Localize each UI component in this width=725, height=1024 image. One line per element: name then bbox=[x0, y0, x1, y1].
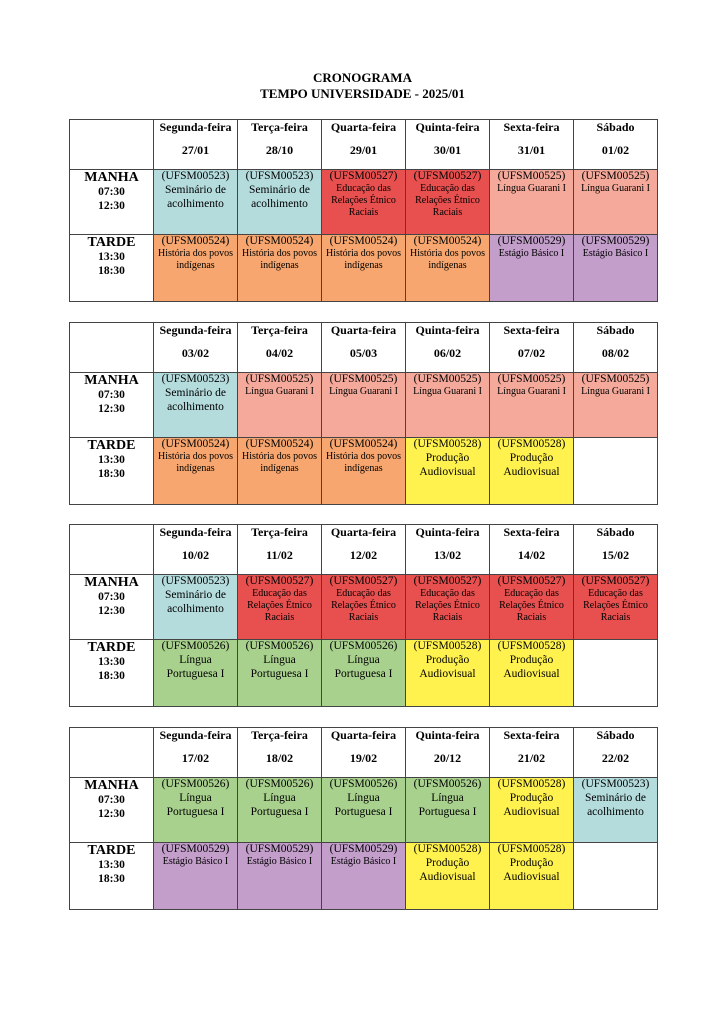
class-cell bbox=[574, 843, 658, 910]
class-cell bbox=[154, 235, 238, 302]
morning-row bbox=[70, 170, 658, 235]
period-cell bbox=[70, 575, 154, 640]
date-label: 21/02 bbox=[517, 751, 546, 765]
course-code: (UFSM00527) bbox=[245, 575, 314, 587]
class-cell bbox=[322, 438, 406, 505]
course-name: Língua Guarani I bbox=[329, 386, 398, 397]
course-name: Educação das Relações Étnico Raciais bbox=[415, 183, 480, 218]
course-name: História dos povos indígenas bbox=[410, 248, 485, 271]
course-name: Língua Guarani I bbox=[245, 386, 314, 397]
header-row bbox=[70, 728, 658, 778]
weekday-label: Sábado bbox=[596, 728, 635, 742]
course-name: Produção Audiovisual bbox=[419, 654, 476, 680]
corner-cell bbox=[70, 323, 154, 373]
day-header bbox=[406, 525, 490, 575]
header-row bbox=[70, 525, 658, 575]
course-name: Produção Audiovisual bbox=[503, 857, 560, 883]
date-label: 12/02 bbox=[349, 548, 378, 562]
day-header bbox=[154, 525, 238, 575]
day-header bbox=[574, 525, 658, 575]
course-name: Seminário de acolhimento bbox=[585, 792, 646, 818]
weekday-label: Quinta-feira bbox=[415, 120, 480, 134]
weekday-label: Terça-feira bbox=[251, 120, 308, 134]
morning-row bbox=[70, 575, 658, 640]
class-cell bbox=[406, 843, 490, 910]
date-label: 04/02 bbox=[265, 346, 294, 360]
class-cell bbox=[238, 640, 322, 707]
course-code: (UFSM00525) bbox=[329, 373, 398, 385]
course-name: Língua Portuguesa I bbox=[334, 654, 393, 680]
period-start: 07:30 bbox=[98, 186, 125, 198]
course-code: (UFSM00525) bbox=[413, 373, 482, 385]
period-cell bbox=[70, 778, 154, 843]
course-name: Língua Guarani I bbox=[413, 386, 482, 397]
course-name: Estágio Básico I bbox=[162, 856, 229, 867]
course-name: Educação das Relações Étnico Raciais bbox=[415, 588, 480, 623]
class-cell bbox=[406, 170, 490, 235]
course-name: Educação das Relações Étnico Raciais bbox=[499, 588, 564, 623]
weekday-label: Quinta-feira bbox=[415, 323, 480, 337]
class-cell bbox=[154, 640, 238, 707]
course-code: (UFSM00525) bbox=[497, 170, 566, 182]
course-code: (UFSM00526) bbox=[161, 640, 230, 652]
weekday-label: Quinta-feira bbox=[415, 525, 480, 539]
weekday-label: Quarta-feira bbox=[330, 323, 397, 337]
class-cell bbox=[322, 843, 406, 910]
course-code: (UFSM00524) bbox=[161, 235, 230, 247]
weekday-label: Segunda-feira bbox=[159, 323, 232, 337]
period-end: 18:30 bbox=[98, 670, 125, 682]
course-code: (UFSM00525) bbox=[497, 373, 566, 385]
class-cell bbox=[238, 170, 322, 235]
course-code: (UFSM00529) bbox=[497, 235, 566, 247]
course-name: Estágio Básico I bbox=[330, 856, 397, 867]
course-code: (UFSM00524) bbox=[329, 235, 398, 247]
date-label: 19/02 bbox=[349, 751, 378, 765]
course-name: Produção Audiovisual bbox=[503, 792, 560, 818]
period-end: 12:30 bbox=[98, 403, 125, 415]
day-header bbox=[238, 728, 322, 778]
period-name: TARDE bbox=[87, 438, 136, 453]
afternoon-row bbox=[70, 843, 658, 910]
course-code: (UFSM00527) bbox=[497, 575, 566, 587]
period-cell bbox=[70, 170, 154, 235]
date-label: 30/01 bbox=[433, 143, 462, 157]
class-cell bbox=[490, 778, 574, 843]
day-header bbox=[406, 120, 490, 170]
period-start: 07:30 bbox=[98, 591, 125, 603]
date-label: 14/02 bbox=[517, 548, 546, 562]
class-cell bbox=[406, 438, 490, 505]
course-code: (UFSM00526) bbox=[329, 640, 398, 652]
afternoon-row bbox=[70, 235, 658, 302]
class-cell bbox=[574, 438, 658, 505]
course-code: (UFSM00527) bbox=[581, 575, 650, 587]
class-cell bbox=[490, 575, 574, 640]
date-label: 20/12 bbox=[433, 751, 462, 765]
header-row bbox=[70, 120, 658, 170]
class-cell bbox=[406, 235, 490, 302]
period-end: 12:30 bbox=[98, 605, 125, 617]
course-code: (UFSM00525) bbox=[581, 373, 650, 385]
weekday-label: Terça-feira bbox=[251, 525, 308, 539]
weekday-label: Sexta-feira bbox=[503, 120, 560, 134]
course-code: (UFSM00529) bbox=[329, 843, 398, 855]
period-start: 13:30 bbox=[98, 454, 125, 466]
date-label: 17/02 bbox=[181, 751, 210, 765]
course-name: História dos povos indígenas bbox=[158, 451, 233, 474]
class-cell bbox=[490, 640, 574, 707]
period-cell bbox=[70, 640, 154, 707]
period-start: 07:30 bbox=[98, 794, 125, 806]
date-label: 31/01 bbox=[517, 143, 546, 157]
week-table bbox=[69, 524, 658, 707]
date-label: 01/02 bbox=[601, 143, 630, 157]
course-name: História dos povos indígenas bbox=[242, 248, 317, 271]
period-cell bbox=[70, 235, 154, 302]
course-name: Língua Guarani I bbox=[497, 386, 566, 397]
period-end: 18:30 bbox=[98, 873, 125, 885]
day-header bbox=[154, 323, 238, 373]
corner-cell bbox=[70, 728, 154, 778]
day-header bbox=[574, 323, 658, 373]
day-header bbox=[238, 525, 322, 575]
course-code: (UFSM00524) bbox=[245, 235, 314, 247]
day-header bbox=[322, 728, 406, 778]
weekday-label: Sexta-feira bbox=[503, 323, 560, 337]
course-code: (UFSM00523) bbox=[245, 170, 314, 182]
day-header bbox=[490, 120, 574, 170]
course-code: (UFSM00526) bbox=[161, 778, 230, 790]
period-start: 13:30 bbox=[98, 656, 125, 668]
day-header bbox=[490, 525, 574, 575]
course-name: História dos povos indígenas bbox=[326, 248, 401, 271]
afternoon-row bbox=[70, 438, 658, 505]
page-subtitle: TEMPO UNIVERSIDADE - 2025/01 bbox=[260, 86, 465, 101]
course-code: (UFSM00527) bbox=[329, 575, 398, 587]
period-name: MANHA bbox=[84, 778, 139, 793]
course-name: Seminário de acolhimento bbox=[249, 184, 310, 210]
date-label: 28/10 bbox=[265, 143, 294, 157]
course-name: Língua Portuguesa I bbox=[418, 792, 477, 818]
class-cell bbox=[322, 373, 406, 438]
date-label: 11/02 bbox=[266, 548, 293, 562]
weekday-label: Quarta-feira bbox=[330, 120, 397, 134]
class-cell bbox=[322, 235, 406, 302]
class-cell bbox=[238, 575, 322, 640]
week-table bbox=[69, 727, 658, 910]
class-cell bbox=[154, 575, 238, 640]
day-header bbox=[154, 728, 238, 778]
course-code: (UFSM00523) bbox=[581, 778, 650, 790]
course-code: (UFSM00525) bbox=[581, 170, 650, 182]
course-code: (UFSM00524) bbox=[245, 438, 314, 450]
corner-cell bbox=[70, 525, 154, 575]
class-cell bbox=[154, 373, 238, 438]
course-name: Língua Guarani I bbox=[497, 183, 566, 194]
period-end: 12:30 bbox=[98, 808, 125, 820]
course-name: Educação das Relações Étnico Raciais bbox=[331, 183, 396, 218]
course-code: (UFSM00526) bbox=[245, 778, 314, 790]
weekday-label: Terça-feira bbox=[251, 728, 308, 742]
course-name: Seminário de acolhimento bbox=[165, 589, 226, 615]
day-header bbox=[406, 323, 490, 373]
weekday-label: Sexta-feira bbox=[503, 728, 560, 742]
class-cell bbox=[154, 438, 238, 505]
class-cell bbox=[238, 843, 322, 910]
class-cell bbox=[238, 778, 322, 843]
course-code: (UFSM00524) bbox=[413, 235, 482, 247]
course-code: (UFSM00529) bbox=[245, 843, 314, 855]
course-code: (UFSM00527) bbox=[329, 170, 398, 182]
class-cell bbox=[238, 373, 322, 438]
class-cell bbox=[322, 170, 406, 235]
header-row bbox=[70, 323, 658, 373]
course-name: Estágio Básico I bbox=[498, 248, 565, 259]
course-code: (UFSM00528) bbox=[413, 640, 482, 652]
course-code: (UFSM00528) bbox=[413, 843, 482, 855]
class-cell bbox=[322, 640, 406, 707]
course-name: Língua Guarani I bbox=[581, 386, 650, 397]
course-name: Educação das Relações Étnico Raciais bbox=[247, 588, 312, 623]
class-cell bbox=[406, 373, 490, 438]
course-code: (UFSM00526) bbox=[329, 778, 398, 790]
date-label: 03/02 bbox=[181, 346, 210, 360]
class-cell bbox=[490, 373, 574, 438]
course-code: (UFSM00523) bbox=[161, 373, 230, 385]
course-code: (UFSM00528) bbox=[497, 438, 566, 450]
period-name: MANHA bbox=[84, 170, 139, 185]
weekday-label: Segunda-feira bbox=[159, 728, 232, 742]
day-header bbox=[574, 120, 658, 170]
period-cell bbox=[70, 438, 154, 505]
course-name: Seminário de acolhimento bbox=[165, 184, 226, 210]
course-name: História dos povos indígenas bbox=[326, 451, 401, 474]
class-cell bbox=[574, 235, 658, 302]
course-name: Educação das Relações Étnico Raciais bbox=[583, 588, 648, 623]
weekday-label: Sábado bbox=[596, 525, 635, 539]
weekday-label: Terça-feira bbox=[251, 323, 308, 337]
class-cell bbox=[406, 778, 490, 843]
course-name: Produção Audiovisual bbox=[419, 452, 476, 478]
period-start: 13:30 bbox=[98, 251, 125, 263]
course-code: (UFSM00525) bbox=[245, 373, 314, 385]
period-start: 13:30 bbox=[98, 859, 125, 871]
period-start: 07:30 bbox=[98, 389, 125, 401]
weekday-label: Quinta-feira bbox=[415, 728, 480, 742]
course-name: Língua Guarani I bbox=[581, 183, 650, 194]
date-label: 13/02 bbox=[433, 548, 462, 562]
course-code: (UFSM00528) bbox=[497, 843, 566, 855]
morning-row bbox=[70, 373, 658, 438]
period-end: 18:30 bbox=[98, 468, 125, 480]
class-cell bbox=[238, 438, 322, 505]
date-label: 29/01 bbox=[349, 143, 378, 157]
class-cell bbox=[490, 843, 574, 910]
course-name: Língua Portuguesa I bbox=[250, 654, 309, 680]
day-header bbox=[238, 120, 322, 170]
course-name: Seminário de acolhimento bbox=[165, 387, 226, 413]
class-cell bbox=[490, 235, 574, 302]
course-name: Língua Portuguesa I bbox=[250, 792, 309, 818]
weekday-label: Quarta-feira bbox=[330, 728, 397, 742]
class-cell bbox=[574, 575, 658, 640]
period-name: MANHA bbox=[84, 373, 139, 388]
class-cell bbox=[490, 170, 574, 235]
page-title: CRONOGRAMA bbox=[313, 70, 412, 85]
day-header bbox=[322, 120, 406, 170]
date-label: 06/02 bbox=[433, 346, 462, 360]
period-end: 12:30 bbox=[98, 200, 125, 212]
class-cell bbox=[574, 170, 658, 235]
course-name: Produção Audiovisual bbox=[419, 857, 476, 883]
course-code: (UFSM00529) bbox=[161, 843, 230, 855]
course-code: (UFSM00524) bbox=[161, 438, 230, 450]
course-name: Estágio Básico I bbox=[582, 248, 649, 259]
period-name: MANHA bbox=[84, 575, 139, 590]
period-name: TARDE bbox=[87, 640, 136, 655]
class-cell bbox=[574, 640, 658, 707]
class-cell bbox=[406, 575, 490, 640]
class-cell bbox=[322, 778, 406, 843]
course-name: Língua Portuguesa I bbox=[334, 792, 393, 818]
course-code: (UFSM00528) bbox=[497, 640, 566, 652]
course-name: Língua Portuguesa I bbox=[166, 654, 225, 680]
course-name: Estágio Básico I bbox=[246, 856, 313, 867]
date-label: 18/02 bbox=[265, 751, 294, 765]
date-label: 08/02 bbox=[601, 346, 630, 360]
course-code: (UFSM00523) bbox=[161, 170, 230, 182]
class-cell bbox=[238, 235, 322, 302]
course-code: (UFSM00523) bbox=[161, 575, 230, 587]
course-name: Língua Portuguesa I bbox=[166, 792, 225, 818]
course-name: Educação das Relações Étnico Raciais bbox=[331, 588, 396, 623]
day-header bbox=[490, 728, 574, 778]
period-name: TARDE bbox=[87, 235, 136, 250]
period-cell bbox=[70, 843, 154, 910]
class-cell bbox=[574, 373, 658, 438]
course-code: (UFSM00526) bbox=[245, 640, 314, 652]
week-table bbox=[69, 322, 658, 505]
date-label: 07/02 bbox=[517, 346, 546, 360]
class-cell bbox=[154, 778, 238, 843]
afternoon-row bbox=[70, 640, 658, 707]
date-label: 15/02 bbox=[601, 548, 630, 562]
weekday-label: Quarta-feira bbox=[330, 525, 397, 539]
weekday-label: Sábado bbox=[596, 323, 635, 337]
morning-row bbox=[70, 778, 658, 843]
class-cell bbox=[406, 640, 490, 707]
course-name: História dos povos indígenas bbox=[158, 248, 233, 271]
day-header bbox=[490, 323, 574, 373]
date-label: 27/01 bbox=[181, 143, 210, 157]
class-cell bbox=[322, 575, 406, 640]
course-code: (UFSM00526) bbox=[413, 778, 482, 790]
weekday-label: Segunda-feira bbox=[159, 120, 232, 134]
course-name: Produção Audiovisual bbox=[503, 452, 560, 478]
class-cell bbox=[574, 778, 658, 843]
course-name: História dos povos indígenas bbox=[242, 451, 317, 474]
course-code: (UFSM00527) bbox=[413, 575, 482, 587]
weekday-label: Sexta-feira bbox=[503, 525, 560, 539]
day-header bbox=[322, 525, 406, 575]
date-label: 22/02 bbox=[601, 751, 630, 765]
date-label: 10/02 bbox=[181, 548, 210, 562]
day-header bbox=[322, 323, 406, 373]
period-name: TARDE bbox=[87, 843, 136, 858]
course-code: (UFSM00528) bbox=[497, 778, 566, 790]
course-code: (UFSM00528) bbox=[413, 438, 482, 450]
period-end: 18:30 bbox=[98, 265, 125, 277]
weekday-label: Segunda-feira bbox=[159, 525, 232, 539]
class-cell bbox=[154, 843, 238, 910]
week-table bbox=[69, 119, 658, 302]
period-cell bbox=[70, 373, 154, 438]
class-cell bbox=[490, 438, 574, 505]
day-header bbox=[574, 728, 658, 778]
day-header bbox=[406, 728, 490, 778]
class-cell bbox=[154, 170, 238, 235]
course-code: (UFSM00529) bbox=[581, 235, 650, 247]
weekday-label: Sábado bbox=[596, 120, 635, 134]
course-name: Produção Audiovisual bbox=[503, 654, 560, 680]
day-header bbox=[238, 323, 322, 373]
course-code: (UFSM00524) bbox=[329, 438, 398, 450]
date-label: 05/03 bbox=[349, 346, 378, 360]
course-code: (UFSM00527) bbox=[413, 170, 482, 182]
corner-cell bbox=[70, 120, 154, 170]
day-header bbox=[154, 120, 238, 170]
